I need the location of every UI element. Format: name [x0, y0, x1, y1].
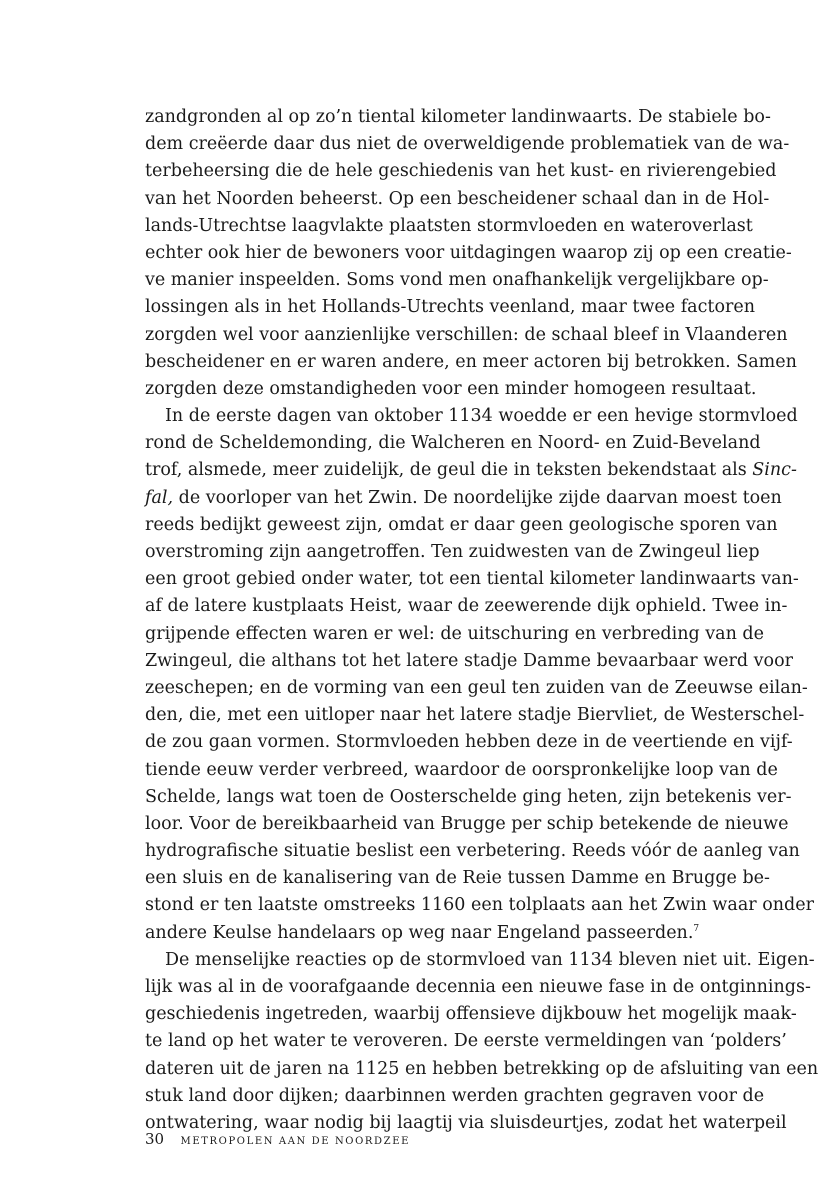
text-line: te land op het water te veroveren. De eerste vermeldingen van ‘polders’ [145, 1031, 787, 1052]
text-line: zeeschepen; en de vorming van een geul ten zuiden van de Zeeuwse eilan- [145, 677, 808, 698]
text-line: zorgden wel voor aanzienlijke verschillen: de schaal bleef in Vlaanderen [145, 324, 788, 345]
text-line: stond er ten laatste omstreeks 1160 een tolplaats aan het Zwin waar onder [145, 895, 814, 916]
text-line: een groot gebied onder water, tot een tiental kilometer landinwaarts van- [145, 569, 799, 590]
text-line [145, 920, 700, 947]
text-line: den, die, met een uitloper naar het latere stadje Biervliet, de Westerschel- [145, 705, 805, 726]
text-line: reeds bedijkt geweest zijn, omdat er daar geen geologische sporen van [145, 514, 778, 535]
text-line: stuk land door dijken; daarbinnen werden grachten gegraven voor de [145, 1085, 765, 1106]
italic-term: Sinc- [752, 460, 797, 481]
text-line: lossingen als in het Hollands-Utrechts veenland, maar twee factoren [145, 297, 755, 318]
text-line: grijpende effecten waren er wel: de uitschuring en verbreding van de [145, 623, 764, 644]
text-line: dateren uit de jaren na 1125 en hebben betrekking op de afsluiting van een [145, 1058, 818, 1079]
text-line: lijk was al in de voorafgaande decennia een nieuwe fase in de ontginnings- [145, 977, 811, 997]
text-line: van het Noorden beheerst. Op een bescheidener schaal dan in de Hol- [145, 188, 770, 209]
text-line: In de eerste dagen van oktober 1134 woedde er een hevige stormvloed [165, 406, 798, 427]
text-line-part: de voorloper van het Zwin. De noordelijke zijde daarvan moest toen [173, 487, 782, 508]
text-line: een sluis en de kanalisering van de Reie tussen Damme en Brugge be- [145, 868, 770, 889]
text-line: echter ook hier de bewoners voor uitdagingen waarop zij op een creatie- [145, 242, 792, 263]
page-footer [145, 1130, 410, 1148]
italic-term: fal, [145, 487, 174, 508]
text-line: overstroming zijn aangetroffen. Ten zuidwesten van de Zwingeul liep [145, 542, 760, 562]
body-text [145, 104, 818, 1137]
text-line-part: trof, alsmede, meer zuidelijk, de geul die in teksten bekendstaat als [145, 460, 753, 481]
text-line: de zou gaan vormen. Stormvloeden hebben deze in de veertiende en vijf- [145, 732, 793, 753]
text-line: De menselijke reacties op de stormvloed van 1134 bleven niet uit. Eigen- [165, 949, 815, 970]
text-line [145, 457, 797, 484]
text-line: bescheidener en er waren andere, en meer actoren bij betrokken. Samen [145, 351, 797, 372]
text-line-part: andere Keulse handelaars op weg naar Engeland passeerden. [145, 922, 694, 943]
page-number: 30 [145, 1130, 165, 1148]
text-line: zorgden deze omstandigheden voor een minder homogeen resultaat. [145, 378, 757, 399]
text-line: lands-Utrechtse laagvlakte plaatsten stormvloeden en wateroverlast [145, 215, 753, 236]
text-line: terbeheersing die de hele geschiedenis van het kust- en rivierengebied [145, 161, 777, 182]
text-line [145, 485, 782, 512]
text-line: dem creëerde daar dus niet de overweldigende problematiek van de wa- [145, 134, 790, 155]
text-line: geschiedenis ingetreden, waarbij offensieve dijkbouw het mogelijk maak- [145, 1004, 797, 1025]
text-line: zandgronden al op zo’n tiental kilometer landinwaarts. De stabiele bo- [145, 107, 771, 127]
footnote-marker[interactable]: 7 [693, 923, 700, 934]
text-line: af de latere kustplaats Heist, waar de zeewerende dijk ophield. Twee in- [145, 596, 788, 617]
text-line: rond de Scheldemonding, die Walcheren en Noord- en Zuid-Beveland [145, 433, 761, 454]
text-line: Schelde, langs wat toen de Oosterschelde ging heten, zijn betekenis ver- [145, 786, 792, 807]
text-line: tiende eeuw verder verbreed, waardoor de oorspronkelijke loop van de [145, 759, 778, 780]
text-line: hydrografische situatie beslist een verbetering. Reeds vóór de aanleg van [145, 841, 800, 862]
text-line: loor. Voor de bereikbaarheid van Brugge per schip betekende de nieuwe [145, 813, 789, 834]
text-line: ontwatering, waar nodig bij laagtij via sluisdeurtjes, zodat het waterpeil [145, 1112, 787, 1133]
text-line: ve manier inspeelden. Soms vond men onafhankelijk vergelijkbare op- [145, 270, 769, 291]
running-title: METROPOLEN AAN DE NOORDZEE [180, 1136, 410, 1147]
text-line: Zwingeul, die althans tot het latere stadje Damme bevaarbaar werd voor [145, 650, 793, 671]
